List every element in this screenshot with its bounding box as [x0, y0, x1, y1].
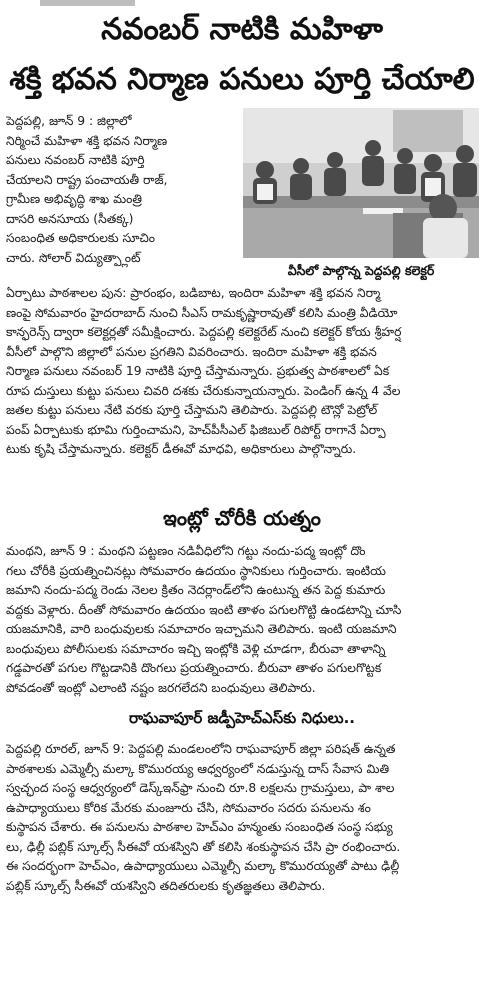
article1-line: వీసీలో పాల్గొని జిల్లాలో పనుల ప్రగతిని వివరించారు. ఇందిరా మహిళా శక్తి భవన: [6, 344, 377, 359]
article1-line: నిర్మాణ పనులు నవంబర్ 19 నాటికి పూర్తి చేస్తామన్నారు. ప్రభుత్వ పాఠశాలలో ఏక: [6, 364, 390, 378]
article2-line: మంథని, జూన్ 9 : మంథని పట్టణం నడివీధిలోని గట్టు నందు-పద్మ ఇంట్లో దొం: [6, 544, 366, 558]
article2-line: గలు చోరీకి ప్రయత్నించినట్లు సోమవారం ఉదయం స్థానికులు గుర్తించారు. ఇంటియ: [6, 563, 386, 578]
article3-line: కుస్థాపన చేశారు. ఈ పనులను పాఠశాల హెచ్ఎం హన్మంతు సంబంధిత సంస్థ సభ్యు: [6, 820, 393, 834]
article3-line: లు, ఢిల్లీ పబ్లిక్ స్కూల్స్ సీఈవో యశస్విని తో కలిసి శంకుస్థాపన చేసి ప్రా రంభించారు.: [6, 839, 401, 854]
article3-line: స్వచ్ఛంద సంస్థ ఆధ్వర్యంలో డెస్క్‌ఇన్‌ఫ్రా నుంచి రూ.8 లక్షలను గ్రామస్తులు, పా శాల: [6, 781, 395, 795]
article3-line: ఈ సందర్భంగా హెచ్ఎం, ఉపాధ్యాయులు ఎమ్మెల్సీ మల్కా కొమురయ్యతో పాటు ఢిల్లీ: [6, 859, 400, 873]
article2-heading: ఇంట్లో చోరీకి యత్నం: [163, 506, 321, 530]
article1-line: చేయాలని రాష్ట్ర పంచాయతీ రాజ్,: [6, 172, 168, 187]
article1-line: దాసరి అనసూయ (సీతక్క): [6, 211, 134, 226]
article2-line: వద్దకు వెళ్లారు. దీంతో సోమవారం ఉదయం ఇంటి తాళం పగులగొట్టి ఉండటాన్ని చూసి: [6, 602, 402, 617]
article1-line: చారు. సోలార్ విద్యుత్ప్లాంట్: [6, 250, 141, 265]
article2-line: బంధువులు పోలీసులకు సమాచారం ఇచ్చి ఇంట్లోకి వెళ్లి చూడగా, బీరువా తాళాన్ని: [6, 641, 386, 656]
article1-narrow-column: [6, 112, 240, 268]
article1-line: జతల కుట్టు పనులు నేటి వరకు పూర్తి చేస్తామని తెలిపారు. పెద్దపల్లి టౌన్లో పెట్రోల్: [6, 403, 378, 417]
article3-heading: రాఘవాపూర్ జడ్పీహెచ్ఎస్‌కు నిధులు..: [129, 709, 355, 727]
article1-line: రూప దుస్తులు కుట్టు పనులు చివరి దశకు చేరుకున్నాయన్నారు. పెండింగ్ ఉన్న 4 వేల: [6, 383, 401, 398]
photo-caption: వీసీలో పాల్గొన్న పెద్దపల్లి కలెక్టర్: [287, 263, 435, 278]
header-rule: [40, 0, 135, 6]
article2-line: పోవడంతో ఇంట్లో ఎలాంటి నష్టం జరగలేదని బంధువులు తెలిపారు.: [6, 680, 316, 695]
article3-line: పాఠశాలకు ఎమ్మెల్సీ మల్కా కొమురయ్య ఆధ్వర్యంలో నడుస్తున్న దాస్ సేవాస మితి: [6, 761, 390, 776]
article1-line: ఏర్పాటు పాఠశాలల పున: ప్రారంభం, బడిబాట, ఇందిరా మహిళా శక్తి భవన నిర్మా: [6, 286, 381, 300]
article1-line: సంబంధిత అధికారులకు సూచిం: [6, 231, 156, 245]
article1-line: పంప్ ఏర్పాటుకు భూమి గుర్తించామని, హెచ్‌పీసీఎల్ ఫిజిబుల్ రిపోర్ట్ రాగానే ఏర్పా: [6, 422, 386, 437]
article1-line: టుకు కృషి చేస్తామన్నారు. కలెక్టర్ డీఈవో మాధవి, అధికారులు పాల్గొన్నారు.: [6, 442, 357, 456]
article1-line: గ్రామీణ అభివృద్ధి శాఖ మంత్రి: [6, 192, 142, 206]
article1-line: పనులు నవంబర్ నాటికి పూర్తి: [6, 153, 145, 167]
article3-body: [6, 740, 478, 896]
article1-full-column: [6, 284, 478, 460]
article1-line: పెద్దపల్లి, జూన్ 9 : జిల్లాలో: [6, 114, 132, 128]
article2-line: యజమానికి, వారి బంధువులకు సమాచారం ఇచ్చామని తెలిపారు. ఇంటి యజమాని: [6, 622, 397, 636]
article2-line: జమాని నందు-పద్మ రెండు నెలల క్రితం నెదర్లాండ్‌లోని ఉంటున్న తన పెద్ద కుమారు: [6, 583, 386, 597]
article2-body: [6, 542, 478, 698]
article1-line: కాన్ఫరెన్స్ ద్వారా కలెక్టర్లతో సమీక్షించారు. పెద్దపల్లి కలెక్టరేట్ నుంచి కలెక్టర్ కోయ శ్రీహర్ష: [6, 325, 402, 339]
headline-line-1: నవంబర్ నాటికి మహిళా: [101, 12, 383, 47]
article3-line: పెద్దపల్లి రూరల్, జూన్ 9: పెద్దపల్లి మండలంలోని రాఘవాపూర్ జిల్లా పరిషత్ ఉన్నత: [6, 742, 396, 756]
meeting-photo-image: [243, 108, 479, 258]
article3-line: పబ్లిక్ స్కూల్స్ సీఈవో యశస్విని తదితరులకు కృతజ్ఞతలు తెలిపారు.: [6, 878, 326, 893]
meeting-photo: [243, 108, 479, 258]
headline-line-2: శక్తి భవన నిర్మాణ పనులు పూర్తి చేయాలి: [9, 62, 475, 97]
article3-line: ఉపాధ్యాయులు కోరిక మేరకు మంజూరు చేసి, సోమవారం సదరు పనులను శం: [6, 800, 371, 815]
article1-line: నిర్మించే మహిళా శక్తి భవన నిర్మాణ: [6, 133, 168, 148]
article2-line: గడ్డపారతో పగుల గొట్టడానికి దొంగలు ప్రయత్నించారు. బీరువా తాళం పగులగొట్టక: [6, 661, 382, 675]
article1-line: ణంపై సోమవారం హైదరాబాద్ నుంచి సీఎస్ రామకృష్ణారావుతో కలిసి మంత్రి వీడియో: [6, 305, 398, 320]
